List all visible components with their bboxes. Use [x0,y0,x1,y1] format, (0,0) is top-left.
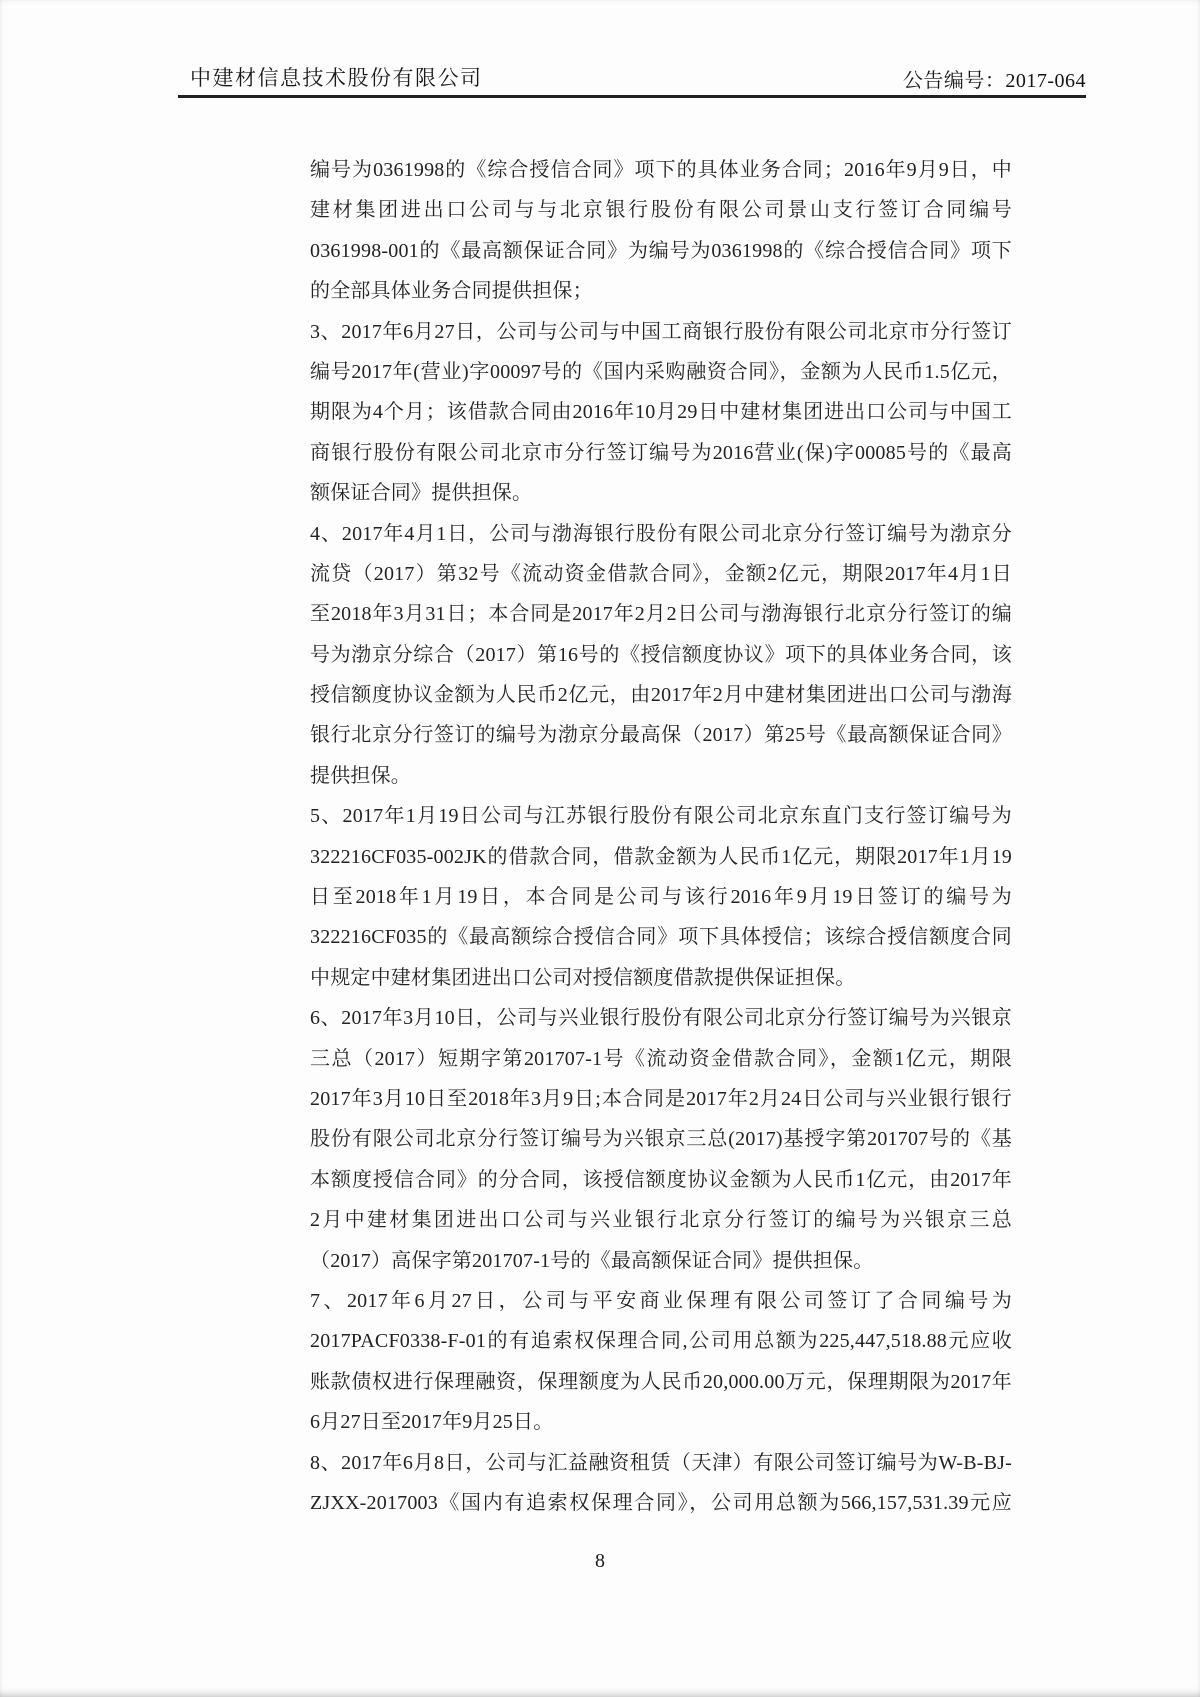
text-line: 流贷（2017）第32号《流动资金借款合同》，金额2亿元，期限2017年4月1日 [310,562,1012,585]
text-line: 日至2018年1月19日，本合同是公司与该行2016年9月19日签订的编号为 [310,886,1012,909]
paragraph [310,1443,1012,1524]
text-line: 6、2017年3月10日，公司与兴业银行股份有限公司北京分行签订编号为兴银京 [310,1007,1012,1030]
text-line: 账款债权进行保理融资，保理额度为人民币20,000.00万元，保理期限为2017年 [310,1370,1012,1393]
text-line: 322216CF035-002JK的借款合同，借款金额为人民币1亿元，期限2017年1月19 [310,845,1012,868]
text-line: 编号为0361998的《综合授信合同》项下的具体业务合同；2016年9月9日，中 [310,159,1012,181]
text-line: 授信额度协议金额为人民币2亿元，由2017年2月中建材集团进出口公司与渤海 [310,684,1012,707]
text-line: 建材集团进出口公司与与北京银行股份有限公司景山支行签订合同编号 [310,199,1012,222]
text-line: 商银行股份有限公司北京市分行签订编号为2016营业(保)字00085号的《最高 [310,441,1012,464]
text-line: 额保证合同》提供担保。 [310,482,533,505]
text-line: 3、2017年6月27日，公司与公司与中国工商银行股份有限公司北京市分行签订 [310,320,1012,343]
text-line: 322216CF035的《最高额综合授信合同》项下具体授信；该综合授信额度合同 [310,926,1012,949]
text-line: 0361998-001的《最高额保证合同》为编号为0361998的《综合授信合同》项下 [310,239,1012,262]
text-line: 6月27日至2017年9月25日。 [310,1411,554,1434]
text-line: 2017PACF0338-F-01的有追索权保理合同,公司用总额为225,447,518.88元应收 [310,1330,1012,1353]
text-line: 4、2017年4月1日，公司与渤海银行股份有限公司北京分行签订编号为渤京分 [310,522,1012,545]
paragraph [310,796,1012,998]
text-line: 至2018年3月31日；本合同是2017年2月2日公司与渤海银行北京分行签订的编 [310,603,1012,626]
text-line: 股份有限公司北京分行签订编号为兴银京三总(2017)基授字第201707号的《基 [310,1128,1012,1151]
page-number: 8 [595,1550,605,1572]
text-line: 2017年3月10日至2018年3月9日;本合同是2017年2月24日公司与兴业银行银行 [310,1087,1012,1110]
header-rule [178,95,1086,98]
paragraph [310,514,1012,797]
text-line: 银行北京分行签订的编号为渤京分最高保（2017）第25号《最高额保证合同》 [310,724,1012,747]
text-line: 本额度授信合同》的分合同，该授信额度协议金额为人民币1亿元，由2017年 [310,1168,1012,1191]
text-line: 提供担保。 [310,764,411,787]
text-line: （2017）高保字第201707-1号的《最高额保证合同》提供担保。 [310,1249,874,1272]
text-line: 编号2017年(营业)字00097号的《国内采购融资合同》，金额为人民币1.5亿元， [310,360,1012,383]
text-line: 2月中建材集团进出口公司与兴业银行北京分行签订的编号为兴银京三总 [310,1209,1012,1232]
text-line: 三总（2017）短期字第201707-1号《流动资金借款合同》，金额1亿元，期限 [310,1047,1012,1070]
paragraph [310,150,1012,312]
text-line: 的全部具体业务合同提供担保； [310,280,593,303]
paragraph [310,998,1012,1281]
text-line: 号为渤京分综合（2017）第16号的《授信额度协议》项下的具体业务合同，该 [310,643,1012,666]
document-body [310,150,1012,1523]
text-line: 5、2017年1月19日公司与江苏银行股份有限公司北京东直门支行签订编号为 [310,805,1012,828]
text-line: ZJXX-2017003《国内有追索权保理合同》，公司用总额为566,157,531.39元应 [310,1491,1012,1514]
paragraph [310,312,1012,514]
header-announcement-number: 公告编号：2017-064 [902,70,1086,92]
text-line: 期限为4个月；该借款合同由2016年10月29日中建材集团进出口公司与中国工 [310,401,1012,424]
text-line: 中规定中建材集团进出口公司对授信额度借款提供保证担保。 [310,966,856,989]
header-company-name: 中建材信息技术股份有限公司 [190,66,483,90]
paragraph [310,1281,1012,1443]
text-line: 8、2017年6月8日，公司与汇益融资租赁（天津）有限公司签订编号为W-B-BJ- [310,1451,1012,1474]
text-line: 7、2017年6月27日，公司与平安商业保理有限公司签订了合同编号为 [310,1289,1012,1312]
